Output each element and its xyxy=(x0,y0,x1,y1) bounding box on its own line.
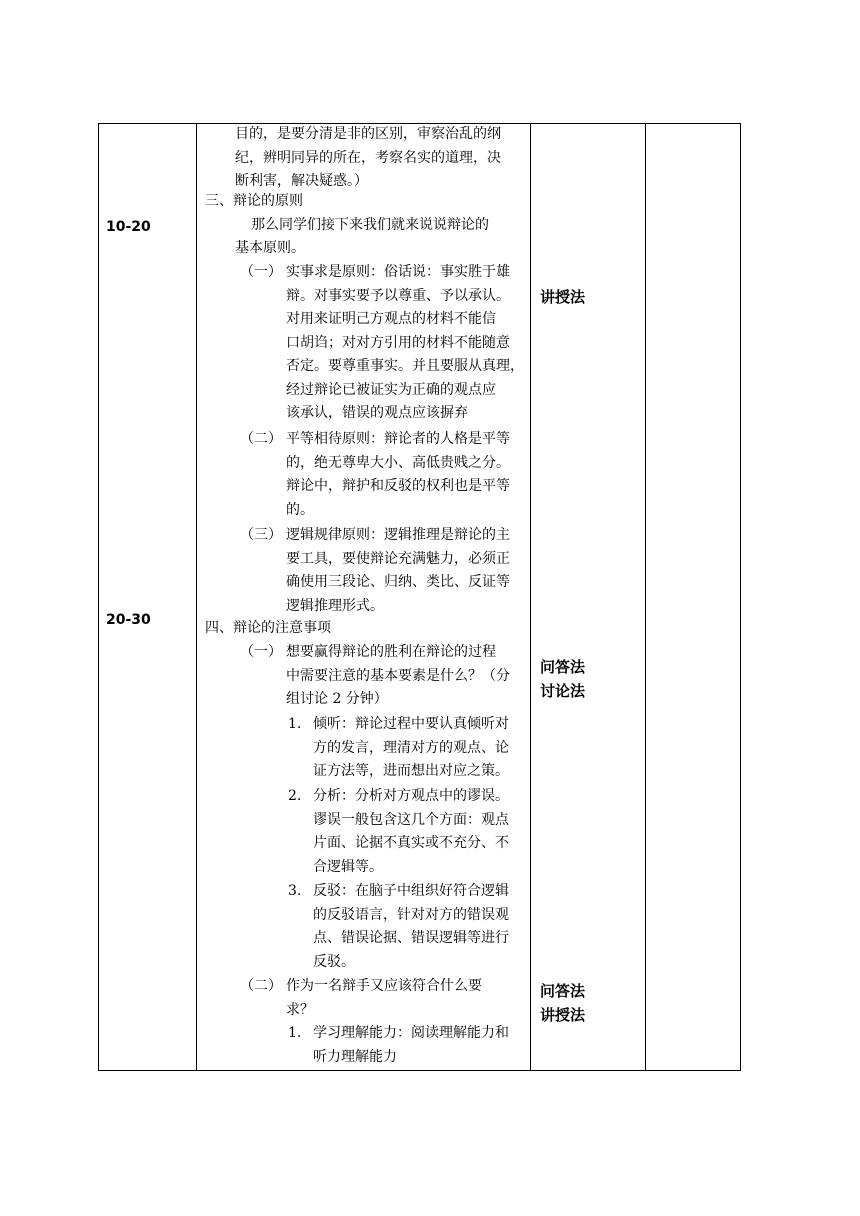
principle-line: 经过辩论已被证实为正确的观点应 xyxy=(286,381,496,398)
question-number: （二） xyxy=(240,978,282,994)
list-item-line: 分析：分析对方观点中的谬误。 xyxy=(313,788,509,804)
principle-line: 的，绝无尊卑大小、高低贵贱之分。 xyxy=(286,454,510,471)
column-divider xyxy=(196,124,197,1070)
column-divider xyxy=(530,124,531,1070)
section-heading: 四、辩论的注意事项 xyxy=(205,620,331,636)
question-line: 想要赢得辩论的胜利在辩论的过程 xyxy=(286,644,496,660)
list-item-line: 方的发言，理清对方的观点、论 xyxy=(313,739,509,756)
teaching-method: 问答法 xyxy=(540,982,586,1000)
list-item-line: 听力理解能力 xyxy=(313,1048,397,1065)
teaching-method: 讲授法 xyxy=(540,288,586,306)
question-number: （一） xyxy=(240,644,282,660)
principle-line: 口胡诌；对对方引用的材料不能随意 xyxy=(286,334,510,351)
list-item-line: 合逻辑等。 xyxy=(313,858,383,875)
list-item-number: 1. xyxy=(288,716,302,732)
principle-line: 该承认，错误的观点应该摒弃 xyxy=(286,405,468,421)
list-item-number: 1. xyxy=(288,1025,302,1041)
list-item-number: 3. xyxy=(288,883,302,899)
principle-number: （二） xyxy=(240,431,282,447)
principle-line: 否定。要尊重事实。并且要服从真理， xyxy=(286,358,524,374)
question-line: 组讨论 2 分钟） xyxy=(286,691,388,707)
principle-line: 实事求是原则：俗话说：事实胜于雄 xyxy=(286,264,510,280)
list-item-number: 2. xyxy=(288,788,302,804)
question-line: 中需要注意的基本要素是什么？（分 xyxy=(286,667,510,684)
teaching-method: 讨论法 xyxy=(540,682,586,700)
list-item-line: 反驳。 xyxy=(313,953,355,970)
column-divider xyxy=(645,124,646,1070)
question-line: 作为一名辩手又应该符合什么要 xyxy=(286,978,482,994)
section-heading: 三、辩论的原则 xyxy=(205,193,303,209)
list-item-line: 谬误一般包含这几个方面：观点 xyxy=(313,811,509,828)
time-slot: 20-30 xyxy=(106,612,151,628)
list-item-line: 片面、论据不真实或不充分、不 xyxy=(313,835,509,851)
intro-line: 纪，辨明同异的所在，考察名实的道理，决 xyxy=(235,149,501,166)
list-item-line: 学习理解能力：阅读理解能力和 xyxy=(313,1025,509,1041)
principle-line: 对用来证明己方观点的材料不能信 xyxy=(286,311,496,327)
teaching-method: 讲授法 xyxy=(540,1006,586,1024)
principle-number: （三） xyxy=(240,527,282,543)
time-slot: 10-20 xyxy=(106,219,151,235)
section-intro: 那么同学们接下来我们就来说说辩论的 xyxy=(251,217,489,233)
question-line: 求？ xyxy=(286,1001,314,1018)
list-item-line: 的反驳语言，针对对方的错误观 xyxy=(313,906,509,923)
intro-line: 目的，是要分清是非的区别，审察治乱的纲 xyxy=(235,126,501,142)
principle-line: 要工具，要使辩论充满魅力，必须正 xyxy=(286,550,510,567)
principle-line: 逻辑推理形式。 xyxy=(286,597,384,614)
principle-line: 辩论中，辩护和反驳的权利也是平等 xyxy=(286,478,510,494)
list-item-line: 点、错误论据、错误逻辑等进行 xyxy=(313,930,509,946)
intro-line: 断利害，解决疑惑。） xyxy=(235,173,368,189)
principle-line: 逻辑规律原则：逻辑推理是辩论的主 xyxy=(286,527,510,543)
teaching-method: 问答法 xyxy=(540,658,586,676)
principle-line: 辩。对事实要予以尊重、予以承认。 xyxy=(286,287,510,304)
section-intro: 基本原则。 xyxy=(235,240,305,256)
principle-number: （一） xyxy=(240,264,282,280)
principle-line: 的。 xyxy=(286,501,314,518)
list-item-line: 反驳：在脑子中组织好符合逻辑 xyxy=(313,883,509,899)
principle-line: 确使用三段论、归纳、类比、反证等 xyxy=(286,574,510,590)
principle-line: 平等相待原则：辩论者的人格是平等 xyxy=(286,431,510,447)
list-item-line: 证方法等，进而想出对应之策。 xyxy=(313,763,509,779)
list-item-line: 倾听：辩论过程中要认真倾听对 xyxy=(313,716,509,732)
